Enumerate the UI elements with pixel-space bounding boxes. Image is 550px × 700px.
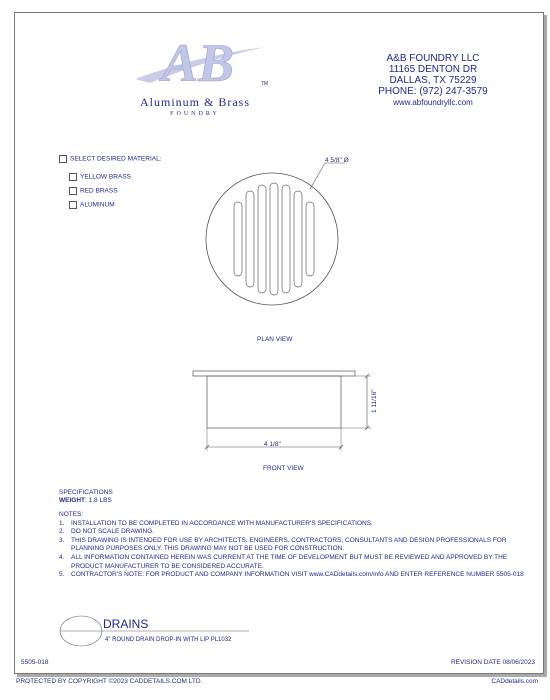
drain-lip: [193, 371, 355, 376]
front-width-label: 4 1/8": [264, 441, 281, 448]
checkbox-icon[interactable]: [69, 173, 77, 181]
material-option-yellow-brass[interactable]: YELLOW BRASS: [69, 173, 131, 181]
logo-trademark: TM: [261, 81, 269, 87]
weight-label: WEIGHT: [59, 497, 85, 504]
material-option-aluminum[interactable]: ALUMINUM: [69, 201, 115, 209]
company-address2: DALLAS, TX 75229: [389, 75, 477, 86]
front-view-title: FRONT VIEW: [263, 465, 304, 472]
logo-wordmark: [125, 95, 265, 117]
drawing-sheet: [14, 12, 544, 674]
weight-spec: [59, 497, 112, 504]
notes-heading: NOTES:: [59, 511, 84, 518]
drain-slots: [234, 183, 314, 295]
note-item: 3. THIS DRAWING IS INTENDED FOR USE BY ARCHITECTS, ENGINEERS, CONTRACTORS, CONSULTANTS AND DESIGN PROFESSIONALS FOR PLANNING PURPOSES ONLY. THIS DRAWING MAY NOT BE USED FOR CONSTRUCTION.: [59, 536, 507, 553]
copyright-notice: PROTECTED BY COPYRIGHT ©2023 CADDETAILS.COM LTD.: [16, 678, 203, 685]
plan-view-title: PLAN VIEW: [257, 336, 293, 343]
caddetails-link[interactable]: CADdetails.com: [491, 678, 538, 685]
weight-value: : 1.8 LBS: [85, 497, 112, 504]
title-category: DRAINS: [103, 617, 149, 631]
checkbox-icon[interactable]: [69, 201, 77, 209]
logo-initials: AB: [162, 33, 235, 93]
material-option-red-brass[interactable]: RED BRASS: [69, 187, 118, 195]
specifications-heading: SPECIFICATIONS: [59, 489, 113, 496]
material-heading: SELECT DESIRED MATERIAL:: [59, 155, 162, 163]
drain-body: [207, 376, 341, 428]
company-website[interactable]: www.abfoundryllc.com: [393, 98, 473, 107]
front-view-drawing: [185, 363, 385, 463]
reference-number: 5505-018: [21, 659, 49, 666]
diameter-leader: [310, 163, 345, 189]
company-phone: PHONE: (972) 247-3579: [378, 86, 488, 97]
drain-outline: [206, 173, 338, 305]
revision-date: REVISION DATE 08/06/2023: [450, 659, 535, 666]
front-height-label: 1 11/16": [371, 389, 378, 413]
note-item: 4. ALL INFORMATION CONTAINED HEREIN WAS CURRENT AT THE TIME OF DEVELOPMENT BUT MUST BE REVIEWED AND APPROVED BY THE PRODUCT MANUFACTURER TO BE CONSIDERED ACCURATE.: [59, 553, 508, 570]
company-info: [373, 53, 493, 108]
checkbox-icon[interactable]: [69, 187, 77, 195]
note-item: 1. INSTALLATION TO BE COMPLETED IN ACCORDANCE WITH MANUFACTURER'S SPECIFICATIONS.: [59, 519, 373, 527]
title-block-symbol: [59, 613, 259, 649]
plan-diameter-label: 4 5/8" Ø: [325, 157, 349, 164]
company-address1: 11165 DENTON DR: [388, 64, 478, 75]
logo-line2: FOUNDRY: [170, 111, 220, 117]
company-name: A&B FOUNDRY LLC: [386, 53, 480, 64]
notes-section: [59, 511, 529, 580]
note-item: 2. DO NOT SCALE DRAWING.: [59, 528, 155, 536]
material-heading-checkbox[interactable]: [59, 155, 67, 163]
company-logo: [130, 27, 270, 97]
note-item: 5. CONTRACTOR'S NOTE: FOR PRODUCT AND COMPANY INFORMATION VISIT www.CADdetails.com/info AND ENTER REFERENCE NUMBER 5505-018: [59, 571, 524, 579]
logo-line1: Aluminum & Brass: [139, 95, 250, 109]
plan-view-drawing: [185, 141, 385, 331]
title-description: 4" ROUND DRAIN DROP-IN WITH LIP PL1032: [105, 637, 232, 643]
